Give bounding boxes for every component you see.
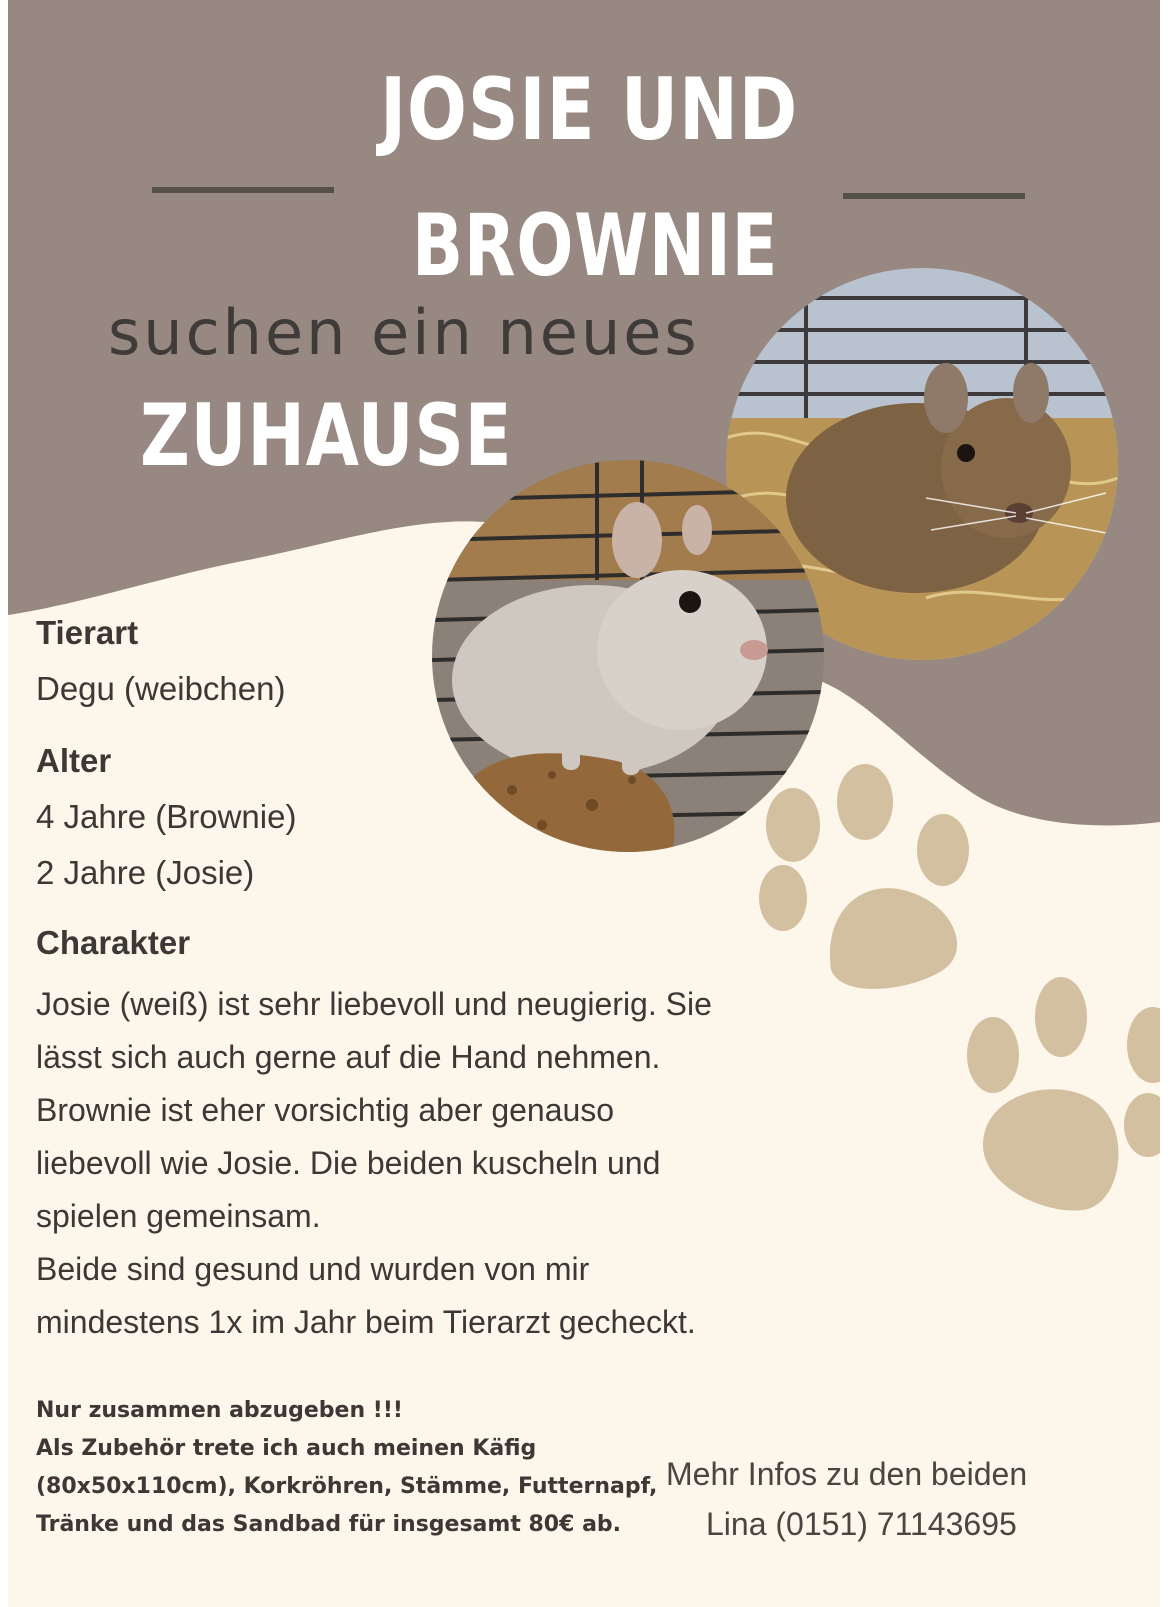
character-line: liebevoll wie Josie. Die beiden kuscheln und bbox=[36, 1145, 661, 1181]
character-line: spielen gemeinsam. bbox=[36, 1198, 321, 1234]
character-label: Charakter bbox=[36, 924, 191, 961]
age-brownie: 4 Jahre (Brownie) bbox=[36, 798, 297, 835]
character-line: Beide sind gesund und wurden von mir bbox=[36, 1251, 590, 1287]
note-accessories-2: (80x50x110cm), Korkröhren, Stämme, Futternapf, bbox=[36, 1474, 658, 1499]
note-accessories-1: Als Zubehör trete ich auch meinen Käfig bbox=[36, 1436, 537, 1461]
title-line-3: ZUHAUSE bbox=[140, 386, 513, 486]
character-line: mindestens 1x im Jahr beim Tierarzt gecheckt. bbox=[36, 1304, 696, 1340]
title-line-2: BROWNIE bbox=[412, 196, 779, 296]
species-value: Degu (weibchen) bbox=[36, 670, 286, 707]
subtitle: suchen ein neues bbox=[108, 296, 700, 369]
character-text bbox=[36, 978, 816, 1349]
age-josie: 2 Jahre (Josie) bbox=[36, 854, 255, 891]
contact-info-label: Mehr Infos zu den beiden bbox=[666, 1456, 1028, 1492]
age-label: Alter bbox=[36, 742, 112, 779]
title-line-1: JOSIE UND bbox=[380, 60, 799, 160]
decorative-line-left bbox=[152, 187, 334, 193]
paw-print-icon bbox=[753, 760, 983, 1000]
character-line: Brownie ist eher vorsichtig aber genauso bbox=[36, 1092, 615, 1128]
species-label: Tierart bbox=[36, 614, 139, 651]
decorative-line-right bbox=[843, 193, 1025, 199]
character-line: Josie (weiß) ist sehr liebevoll und neugierig. Sie bbox=[36, 986, 712, 1022]
paw-print-icon bbox=[963, 975, 1160, 1215]
flyer-page bbox=[8, 0, 1160, 1607]
character-line: lässt sich auch gerne auf die Hand nehmen. bbox=[36, 1039, 661, 1075]
contact-phone: Lina (0151) 71143695 bbox=[706, 1506, 1017, 1542]
note-together-only: Nur zusammen abzugeben !!! bbox=[36, 1398, 403, 1423]
note-accessories-3: Tränke und das Sandbad für insgesamt 80€ ab. bbox=[36, 1512, 622, 1537]
